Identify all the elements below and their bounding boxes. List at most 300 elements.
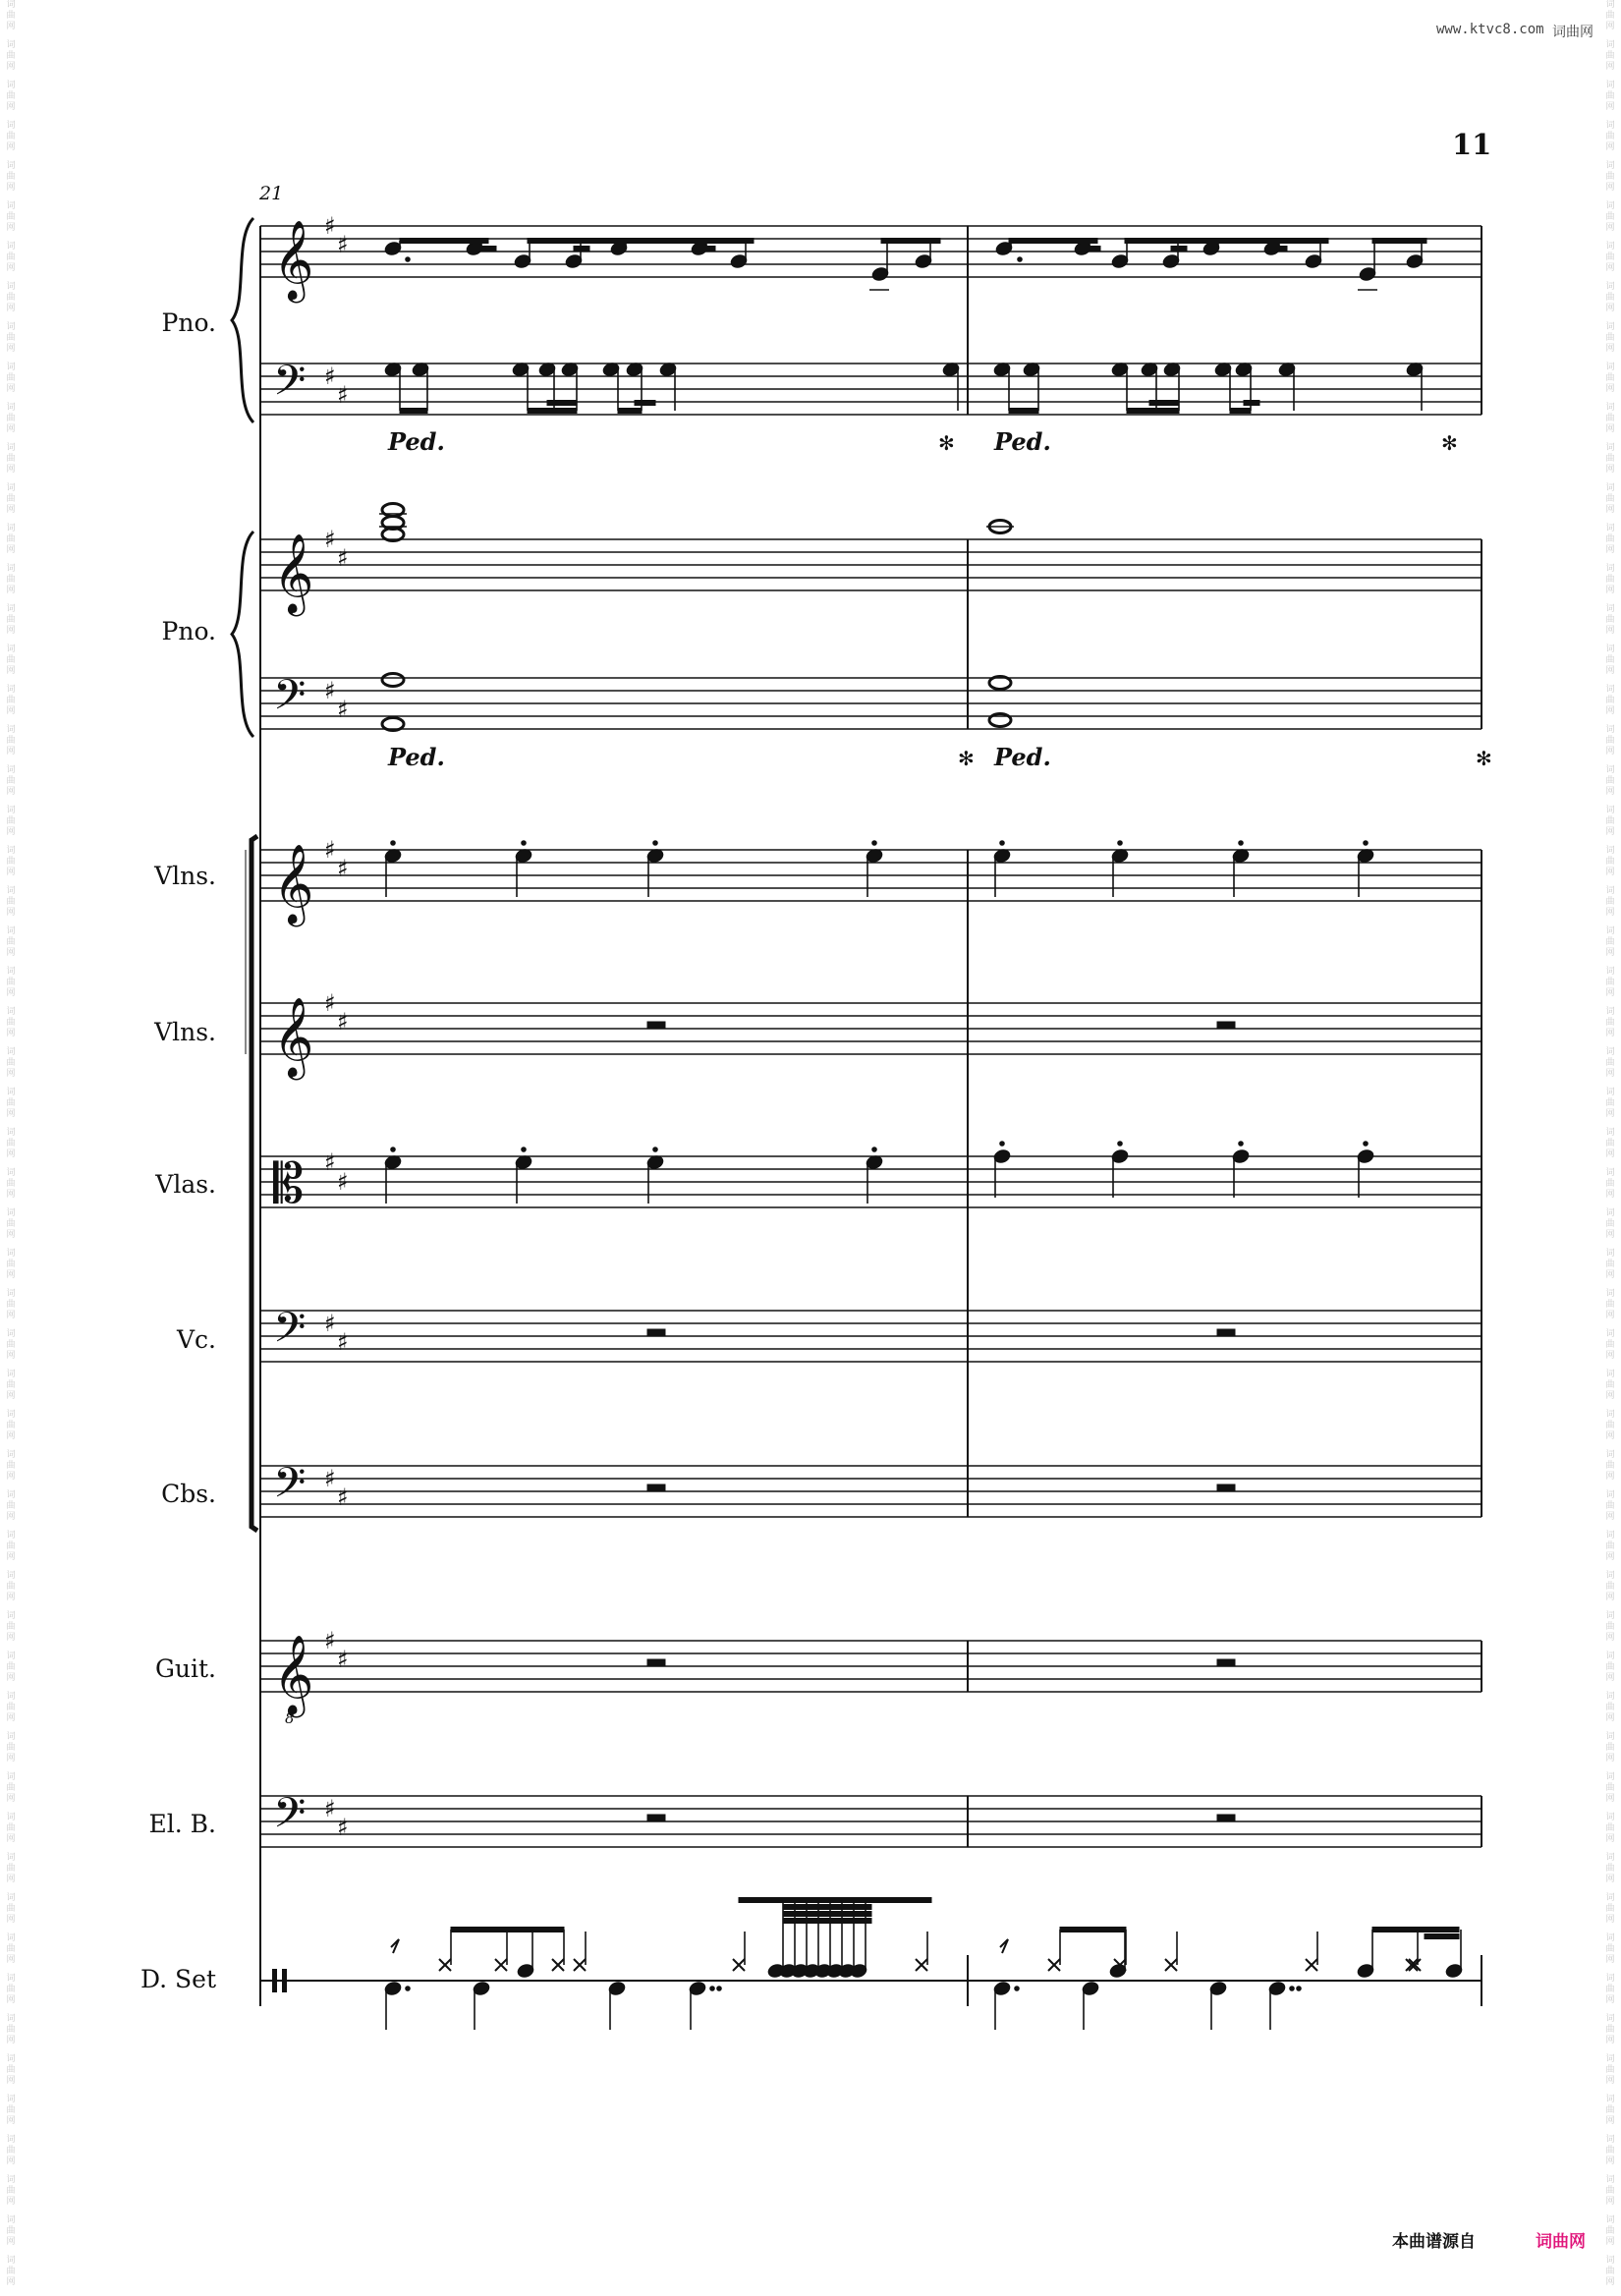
watermark-glyph: 词 — [6, 242, 16, 252]
watermark-glyph: 词 — [6, 1410, 16, 1420]
watermark-glyph: 词 — [6, 1974, 16, 1984]
whole-rest — [647, 1484, 665, 1491]
watermark-glyph: 网 — [1605, 545, 1615, 555]
instrument-label-guitar: Guit. — [154, 1654, 216, 1683]
watermark-glyph: 曲 — [6, 1541, 16, 1551]
watermark-glyph: 网 — [6, 1351, 16, 1361]
watermark-glyph: 曲 — [6, 1985, 16, 1994]
watermark-glyph: 曲 — [1605, 1582, 1615, 1592]
watermark-glyph: 词 — [1605, 685, 1615, 695]
watermark-glyph: 网 — [6, 908, 16, 918]
watermark-glyph: 词 — [1605, 1007, 1615, 1017]
watermark-glyph: 曲 — [6, 252, 16, 262]
watermark-glyph: 网 — [6, 505, 16, 515]
watermark-glyph: 网 — [1605, 2036, 1615, 2045]
watermark-glyph: 词 — [1605, 40, 1615, 50]
watermark-glyph: 曲 — [6, 978, 16, 987]
watermark-glyph: 网 — [6, 2197, 16, 2207]
watermark-glyph: 词 — [6, 322, 16, 332]
watermark-glyph: 网 — [1605, 1351, 1615, 1361]
watermark-glyph: 词 — [1605, 242, 1615, 252]
staccato-dot — [391, 1148, 396, 1152]
percussion-clef-icon — [282, 1969, 287, 1992]
watermark-glyph: 曲 — [1605, 333, 1615, 343]
watermark-glyph: 网 — [6, 666, 16, 676]
watermark-glyph: 曲 — [1605, 1340, 1615, 1350]
watermark-glyph: 网 — [1605, 868, 1615, 877]
watermark-glyph: 网 — [1605, 1472, 1615, 1482]
watermark-glyph: 网 — [1605, 1190, 1615, 1200]
watermark-glyph: 词 — [6, 2014, 16, 2024]
watermark-glyph: 词 — [1605, 967, 1615, 977]
watermark-glyph: 网 — [6, 1915, 16, 1925]
watermark-glyph: 词 — [1605, 524, 1615, 533]
treble-clef-icon: 𝄞 — [273, 219, 314, 300]
staccato-dot — [653, 1148, 658, 1152]
watermark-glyph: 曲 — [1605, 575, 1615, 585]
watermark-glyph: 网 — [1605, 908, 1615, 918]
watermark-glyph: 词 — [1605, 1933, 1615, 1943]
watermark-glyph: 词 — [1605, 926, 1615, 936]
watermark-glyph: 词 — [1605, 81, 1615, 90]
watermark-glyph: 曲 — [1605, 212, 1615, 222]
watermark-glyph: 词 — [6, 926, 16, 936]
watermark-glyph: 曲 — [6, 736, 16, 746]
watermark-glyph: 网 — [1605, 1069, 1615, 1079]
watermark-glyph: 曲 — [1605, 494, 1615, 504]
beam — [699, 247, 715, 252]
watermark-glyph: 词 — [1605, 725, 1615, 735]
watermark-glyph: 网 — [6, 747, 16, 756]
watermark-glyph: 曲 — [1605, 1380, 1615, 1390]
watermark-glyph: 词 — [6, 564, 16, 574]
watermark-glyph: 词 — [1605, 765, 1615, 775]
watermark-glyph: 词 — [1605, 1168, 1615, 1178]
watermark-glyph: 词 — [1605, 1692, 1615, 1702]
watermark-glyph: 网 — [1605, 1915, 1615, 1925]
watermark-glyph: 词 — [6, 1249, 16, 1259]
watermark-glyph: 曲 — [1605, 1179, 1615, 1189]
watermark-glyph: 曲 — [6, 1139, 16, 1148]
watermark-glyph: 词 — [6, 2256, 16, 2266]
octave-eight-mark: 8 — [285, 1709, 295, 1727]
watermark-glyph: 网 — [1605, 2076, 1615, 2086]
watermark-glyph: 网 — [1605, 666, 1615, 676]
watermark-glyph: 曲 — [6, 1662, 16, 1672]
eighth-rest — [1000, 1939, 1008, 1953]
beam — [1083, 247, 1100, 252]
watermark-glyph: 网 — [1605, 465, 1615, 475]
watermark-glyph: 曲 — [1605, 816, 1615, 826]
watermark-glyph: 词 — [6, 1732, 16, 1742]
watermark-glyph: 网 — [6, 1875, 16, 1884]
watermark-glyph: 词 — [6, 81, 16, 90]
watermark-glyph: 曲 — [6, 293, 16, 303]
watermark-glyph: 词 — [1605, 1329, 1615, 1339]
pedal-press-mark: Ped. — [994, 743, 1051, 771]
staccato-dot — [522, 841, 527, 846]
watermark-glyph: 曲 — [1605, 1944, 1615, 1954]
watermark-glyph: 词 — [1605, 483, 1615, 493]
watermark-glyph: 网 — [6, 1190, 16, 1200]
beam — [783, 1919, 871, 1924]
watermark-glyph: 网 — [1605, 1593, 1615, 1602]
watermark-glyph: 曲 — [1605, 373, 1615, 383]
watermark-glyph: 网 — [6, 2076, 16, 2086]
watermark-glyph: 曲 — [1605, 1904, 1615, 1914]
watermark-glyph: 网 — [1605, 62, 1615, 72]
watermark-glyph: 网 — [1605, 948, 1615, 958]
watermark-glyph: 网 — [6, 1512, 16, 1522]
watermark-glyph: 网 — [6, 223, 16, 233]
beam — [1372, 239, 1426, 244]
percussion-clef-icon — [272, 1969, 277, 1992]
watermark-glyph: 网 — [6, 62, 16, 72]
watermark-glyph: 网 — [1605, 1109, 1615, 1119]
watermark-glyph: 词 — [6, 846, 16, 856]
watermark-glyph: 网 — [6, 424, 16, 434]
watermark-glyph: 曲 — [6, 172, 16, 182]
watermark-glyph: 曲 — [6, 494, 16, 504]
watermark-glyph: 词 — [6, 1047, 16, 1057]
watermark-glyph: 曲 — [6, 1380, 16, 1390]
watermark-glyph: 网 — [1605, 1955, 1615, 1965]
footer-brand[interactable]: 词曲网 — [1536, 2232, 1586, 2252]
site-name[interactable]: 词曲网 — [1552, 25, 1593, 40]
sharp-icon: ♯ — [337, 381, 349, 409]
watermark-glyph: 曲 — [6, 1260, 16, 1269]
watermark-glyph — [1599, 2288, 1621, 2296]
watermark-glyph: 曲 — [1605, 1622, 1615, 1632]
watermark-glyph: 网 — [6, 102, 16, 112]
watermark-glyph: 曲 — [6, 655, 16, 665]
staccato-dot — [1239, 841, 1244, 846]
watermark-glyph: 词 — [1605, 644, 1615, 654]
sharp-icon: ♯ — [324, 212, 336, 240]
watermark-glyph: 网 — [1605, 1794, 1615, 1804]
watermark-glyph: 网 — [1605, 1834, 1615, 1844]
watermark-glyph: 词 — [6, 644, 16, 654]
watermark-glyph: 曲 — [6, 615, 16, 625]
beam — [1425, 1934, 1459, 1939]
watermark-glyph: 网 — [1605, 1149, 1615, 1159]
watermark-glyph: 网 — [1605, 505, 1615, 515]
augmentation-dot — [1290, 1987, 1295, 1991]
watermark-glyph: 曲 — [6, 1582, 16, 1592]
watermark-glyph: 网 — [6, 787, 16, 797]
watermark-glyph: 曲 — [6, 1703, 16, 1712]
sharp-icon: ♯ — [337, 1814, 349, 1841]
watermark-glyph — [0, 2288, 22, 2296]
beam — [528, 239, 754, 244]
sharp-icon: ♯ — [324, 1627, 336, 1654]
watermark-glyph: 网 — [1605, 787, 1615, 797]
watermark-glyph: 词 — [1605, 1208, 1615, 1218]
watermark-glyph: 词 — [1605, 2054, 1615, 2064]
watermark-glyph: 网 — [6, 1552, 16, 1562]
watermark-glyph: 曲 — [1605, 978, 1615, 987]
sharp-icon: ♯ — [337, 1008, 349, 1036]
beam — [783, 1905, 871, 1910]
watermark-glyph: 曲 — [6, 2065, 16, 2075]
watermark-glyph: 曲 — [1605, 1421, 1615, 1430]
staccato-dot — [1118, 841, 1123, 846]
watermark-glyph: 曲 — [1605, 1662, 1615, 1672]
watermark-glyph: 曲 — [1605, 2025, 1615, 2035]
watermark-glyph: 网 — [1605, 183, 1615, 193]
beam — [475, 247, 496, 252]
watermark-glyph: 网 — [1605, 747, 1615, 756]
sharp-icon: ♯ — [324, 836, 336, 864]
beam — [1171, 247, 1187, 252]
watermark-glyph: 词 — [6, 1853, 16, 1863]
watermark-glyph: 曲 — [6, 1461, 16, 1471]
watermark-glyph: 网 — [6, 1069, 16, 1079]
watermark-glyph: 网 — [1605, 1754, 1615, 1764]
watermark-glyph: 网 — [1605, 2197, 1615, 2207]
augmentation-dot — [1015, 1987, 1020, 1991]
pedal-press-mark: Ped. — [388, 427, 445, 456]
watermark-glyph: 曲 — [1605, 655, 1615, 665]
watermark-glyph: 词 — [1605, 0, 1615, 10]
watermark-glyph: 词 — [6, 201, 16, 211]
watermark-glyph: 曲 — [6, 51, 16, 61]
watermark-glyph: 网 — [1605, 626, 1615, 636]
whole-rest — [647, 1022, 665, 1029]
watermark-glyph: 曲 — [1605, 2226, 1615, 2236]
watermark-glyph: 词 — [6, 2175, 16, 2185]
bass-clef-icon: 𝄢 — [273, 671, 307, 730]
watermark-glyph: 词 — [1605, 1088, 1615, 1097]
watermark-glyph: 网 — [6, 545, 16, 555]
watermark-glyph: 曲 — [1605, 2186, 1615, 2196]
watermark-glyph: 网 — [1605, 1875, 1615, 1884]
watermark-glyph: 网 — [1605, 2116, 1615, 2126]
sharp-icon: ♯ — [324, 677, 336, 704]
watermark-glyph: 曲 — [6, 1179, 16, 1189]
watermark-glyph: 词 — [1605, 403, 1615, 413]
sharp-icon: ♯ — [324, 1310, 336, 1337]
watermark-glyph: 曲 — [1605, 132, 1615, 141]
watermark-glyph: 曲 — [1605, 454, 1615, 464]
string-section-bracket — [252, 836, 257, 1531]
watermark-glyph: 网 — [1605, 1270, 1615, 1280]
watermark-glyph: 网 — [1605, 1431, 1615, 1441]
watermark-glyph: 曲 — [6, 696, 16, 705]
watermark-glyph: 网 — [6, 1311, 16, 1320]
watermark-glyph: 词 — [6, 524, 16, 533]
beam — [528, 409, 577, 414]
augmentation-dot — [406, 257, 411, 262]
watermark-glyph: 曲 — [1605, 172, 1615, 182]
watermark-glyph: 网 — [6, 1754, 16, 1764]
watermark-glyph: 词 — [6, 1490, 16, 1500]
brackets — [232, 218, 257, 1531]
watermark-glyph: 词 — [6, 1813, 16, 1822]
watermark-glyph: 词 — [6, 161, 16, 171]
instrument-label-violas: Vlas. — [155, 1170, 216, 1199]
watermark-glyph: 曲 — [6, 1421, 16, 1430]
watermark-glyph: 曲 — [1605, 1823, 1615, 1833]
watermark-glyph: 网 — [1605, 102, 1615, 112]
footer-source-text: 本曲谱源自 — [1392, 2232, 1476, 2252]
watermark-glyph: 曲 — [1605, 1501, 1615, 1511]
sharp-icon: ♯ — [337, 1484, 349, 1511]
watermark-glyph: 网 — [6, 2036, 16, 2045]
watermark-glyph: 曲 — [6, 897, 16, 907]
sharp-icon: ♯ — [324, 1795, 336, 1822]
watermark-glyph: 网 — [6, 465, 16, 475]
watermark-glyph: 词 — [1605, 1974, 1615, 1984]
beam — [451, 1928, 564, 1932]
watermark-glyph: 词 — [6, 1652, 16, 1661]
watermark-glyph: 曲 — [6, 534, 16, 544]
treble-clef-icon: 𝄞 — [273, 843, 314, 924]
watermark-glyph: 曲 — [6, 1904, 16, 1914]
pedal-release-icon: ✻ — [958, 747, 975, 770]
watermark-glyph: 网 — [1605, 263, 1615, 273]
whole-rest — [1217, 1022, 1235, 1029]
beam — [1009, 239, 1097, 244]
watermark-glyph: 词 — [1605, 2256, 1615, 2266]
watermark-glyph: 网 — [1605, 1391, 1615, 1401]
instrument-label-piano-2: Pno. — [161, 617, 216, 645]
watermark-glyph: 词 — [6, 1329, 16, 1339]
watermark-glyph: 网 — [6, 1149, 16, 1159]
watermark-glyph: 曲 — [1605, 696, 1615, 705]
watermark-glyph: 网 — [1605, 424, 1615, 434]
watermark-glyph: 网 — [6, 2156, 16, 2166]
pedal-press-mark: Ped. — [994, 427, 1051, 456]
watermark-glyph: 网 — [1605, 586, 1615, 595]
watermark-glyph: 曲 — [1605, 252, 1615, 262]
watermark-glyph: 词 — [6, 967, 16, 977]
watermark-glyph: 词 — [6, 1772, 16, 1782]
watermark-glyph: 曲 — [6, 212, 16, 222]
watermark-glyph: 词 — [6, 604, 16, 614]
watermark-glyph: 词 — [6, 1531, 16, 1540]
watermark-glyph: 曲 — [1605, 1703, 1615, 1712]
pedal-release-icon: ✻ — [1441, 431, 1458, 455]
staccato-dot — [522, 1148, 527, 1152]
pedal-release-icon: ✻ — [1476, 747, 1492, 770]
watermark-glyph: 词 — [1605, 1531, 1615, 1540]
watermark-glyph: 曲 — [6, 1501, 16, 1511]
watermark-glyph: 词 — [1605, 1370, 1615, 1379]
watermark-glyph: 曲 — [6, 1944, 16, 1954]
watermark-glyph: 曲 — [6, 1622, 16, 1632]
watermark-glyph: 词 — [1605, 363, 1615, 372]
watermark-glyph: 曲 — [6, 1743, 16, 1753]
beam — [1125, 239, 1328, 244]
sharp-icon: ♯ — [337, 855, 349, 882]
instrument-label-electric-bass: El. B. — [148, 1810, 216, 1838]
watermark-glyph: 网 — [6, 2277, 16, 2287]
watermark-glyph: 网 — [6, 1794, 16, 1804]
watermark-glyph: 词 — [1605, 1450, 1615, 1460]
watermark-glyph: 网 — [1605, 1552, 1615, 1562]
watermark-glyph: 词 — [6, 1450, 16, 1460]
watermark-glyph: 网 — [6, 2116, 16, 2126]
watermark-glyph: 曲 — [6, 1340, 16, 1350]
watermark-glyph: 词 — [1605, 2014, 1615, 2024]
watermark-glyph: 词 — [1605, 2175, 1615, 2185]
watermark-glyph: 曲 — [6, 2146, 16, 2156]
watermark-glyph: 词 — [1605, 1813, 1615, 1822]
augmentation-dot — [1018, 257, 1023, 262]
beam — [1244, 401, 1259, 406]
clefs — [272, 219, 313, 1992]
watermark-glyph: 曲 — [6, 132, 16, 141]
watermark-glyph: 网 — [6, 384, 16, 394]
watermark-glyph: 网 — [1605, 1633, 1615, 1643]
sharp-icon: ♯ — [337, 1646, 349, 1673]
site-url[interactable]: www.ktvc8.com — [1436, 22, 1544, 37]
watermark-glyph: 曲 — [6, 373, 16, 383]
watermark-glyph: 网 — [6, 948, 16, 958]
watermark-glyph: 曲 — [6, 2025, 16, 2035]
beam — [1149, 401, 1179, 406]
watermark-glyph: 词 — [6, 2135, 16, 2145]
watermark-glyph: 曲 — [1605, 293, 1615, 303]
watermark-glyph: 曲 — [6, 2226, 16, 2236]
pedal-release-icon: ✻ — [938, 431, 955, 455]
watermark-glyph: 词 — [6, 282, 16, 292]
sharp-icon: ♯ — [337, 544, 349, 572]
watermark-glyph: 词 — [6, 1007, 16, 1017]
watermark-glyph: 词 — [1605, 1652, 1615, 1661]
pedal-marks — [387, 427, 1492, 771]
watermark-glyph: 词 — [6, 1611, 16, 1621]
bass-clef-icon: 𝄢 — [273, 1304, 307, 1363]
watermark-glyph: 词 — [1605, 1047, 1615, 1057]
staccato-dot — [872, 1148, 877, 1152]
watermark-glyph: 词 — [6, 685, 16, 695]
watermark-glyph: 网 — [1605, 1311, 1615, 1320]
watermark-glyph: 词 — [6, 1692, 16, 1702]
watermark-glyph: 网 — [6, 1230, 16, 1240]
watermark-glyph: 曲 — [1605, 1139, 1615, 1148]
watermark-glyph: 词 — [1605, 1853, 1615, 1863]
watermark-glyph: 词 — [6, 40, 16, 50]
grand-staff-brace — [232, 218, 253, 422]
watermark-glyph: 曲 — [1605, 1300, 1615, 1310]
instrument-label-drum-set: D. Set — [140, 1965, 216, 1993]
watermark-glyph: 词 — [6, 1933, 16, 1943]
watermark-glyph: 曲 — [6, 776, 16, 786]
staccato-dot — [1000, 1142, 1005, 1147]
staccato-dot — [872, 841, 877, 846]
treble-clef-icon: 𝄞 — [273, 1634, 314, 1714]
watermark-glyph: 曲 — [1605, 1541, 1615, 1551]
staccato-dot — [1239, 1142, 1244, 1147]
watermark-glyph: 曲 — [1605, 51, 1615, 61]
watermark-glyph: 词 — [6, 121, 16, 131]
bass-clef-icon: 𝄢 — [273, 1789, 307, 1848]
watermark-glyph: 网 — [6, 344, 16, 354]
watermark-glyph: 词 — [6, 2215, 16, 2225]
watermark-glyph: 网 — [1605, 1029, 1615, 1038]
watermark-glyph: 词 — [1605, 1490, 1615, 1500]
staccato-dot — [391, 841, 396, 846]
beam — [1272, 247, 1287, 252]
sharp-icon: ♯ — [337, 1168, 349, 1196]
beam — [739, 1898, 931, 1903]
bass-clef-icon: 𝄢 — [273, 1459, 307, 1518]
beam — [400, 239, 488, 244]
beam — [547, 401, 577, 406]
watermark-glyph: 词 — [6, 2054, 16, 2064]
